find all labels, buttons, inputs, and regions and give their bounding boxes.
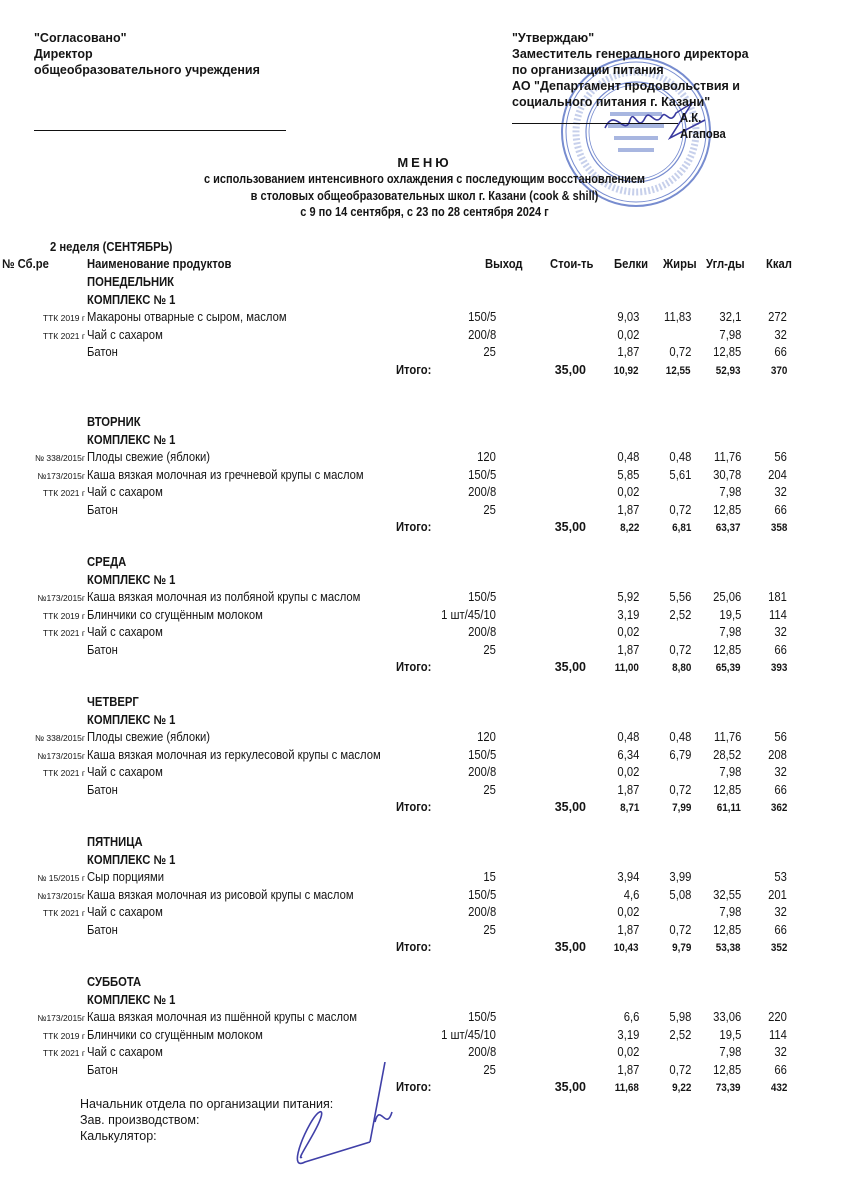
day-heading-row (0, 695, 849, 712)
total-cost: 35,00 (554, 520, 586, 534)
dish-fats: 5,98 (669, 1010, 691, 1024)
day-name: ПОНЕДЕЛЬНИК (87, 275, 175, 289)
recipe-code: ТТК 2021 г (42, 1048, 85, 1058)
dish-carbs: 12,85 (712, 782, 741, 797)
total-fats: 8,80 (671, 662, 691, 674)
dish-carbs: 7,98 (719, 485, 741, 499)
dish-output: 25 (483, 782, 496, 797)
total-carbs: 52,93 (716, 364, 741, 377)
recipe-code: ТТК 2021 г (42, 628, 85, 638)
day-heading-row (0, 975, 849, 992)
dish-name: Чай с сахаром (87, 625, 163, 639)
dish-output: 200/8 (467, 1045, 496, 1059)
dish-name: Каша вязкая молочная из рисовой крупы с маслом (87, 887, 354, 902)
table-row (0, 485, 849, 502)
approval-agreed-block (34, 30, 260, 78)
dish-name: Чай с сахаром (87, 1045, 163, 1059)
day-name: ВТОРНИК (87, 415, 141, 429)
column-header-name: Наименование продуктов (87, 257, 232, 271)
dish-proteins: 5,92 (617, 590, 639, 604)
dish-output: 120 (477, 730, 496, 744)
footer-signatories (80, 1096, 333, 1144)
total-kcal: 370 (770, 364, 787, 377)
recipe-code: №173/2015г (37, 593, 85, 603)
dish-proteins: 0,02 (617, 905, 639, 919)
dish-carbs: 7,98 (719, 327, 741, 342)
dish-kcal: 181 (768, 590, 787, 604)
approved-signer-name: А.К. Агапова (680, 111, 726, 141)
dish-name: Батон (87, 782, 118, 797)
total-fats: 12,55 (666, 364, 691, 377)
total-fats: 6,81 (671, 522, 691, 534)
approved-position: Заместитель генерального директора (512, 47, 749, 61)
dish-proteins: 6,6 (623, 1010, 639, 1024)
dish-output: 1 шт/45/10 (441, 1027, 496, 1042)
dish-name: Батон (87, 642, 118, 657)
total-row (0, 940, 849, 957)
dish-output: 150/5 (467, 467, 496, 482)
dish-name: Плоды свежие (яблоки) (87, 450, 211, 464)
approved-organization-2: социального питания г. Казани" (512, 95, 711, 109)
dish-carbs: 7,98 (719, 625, 741, 639)
dish-carbs: 7,98 (719, 765, 741, 779)
dish-output: 15 (483, 870, 496, 884)
dish-carbs: 12,85 (712, 922, 741, 937)
complex-heading-row (0, 293, 849, 310)
column-header-code: № Сб.ре (2, 257, 49, 271)
table-row (0, 1010, 849, 1027)
column-header-fats: Жиры (663, 257, 697, 271)
dish-proteins: 0,02 (617, 327, 639, 342)
column-header-output: Выход (485, 257, 523, 271)
recipe-code: №173/2015г (37, 470, 85, 481)
dish-kcal: 272 (768, 310, 787, 324)
total-carbs: 73,39 (716, 1082, 741, 1094)
dish-proteins: 1,87 (617, 502, 639, 517)
total-label: Итого: (395, 940, 431, 954)
dish-name: Каша вязкая молочная из полбяной крупы с маслом (87, 590, 361, 604)
complex-name: КОМПЛЕКС № 1 (87, 292, 176, 307)
footer-production-manager: Зав. производством: (80, 1113, 200, 1127)
dish-kcal: 32 (774, 1045, 787, 1059)
table-row (0, 328, 849, 345)
column-header-kcal: Ккал (766, 257, 792, 271)
recipe-code: № 338/2015г (34, 453, 85, 463)
column-header-cost: Стои-ть (550, 257, 594, 271)
dish-carbs: 12,85 (712, 502, 741, 517)
approval-approved-block (512, 30, 749, 141)
approved-label: "Утверждаю" (512, 31, 595, 45)
dish-name: Батон (87, 1062, 118, 1077)
dish-carbs: 30,78 (712, 467, 741, 482)
dish-proteins: 1,87 (617, 642, 639, 657)
dish-output: 150/5 (467, 590, 496, 604)
dish-output: 25 (483, 1062, 496, 1077)
agreed-signature-line (34, 130, 286, 131)
complex-name: КОМПЛЕКС № 1 (87, 852, 176, 867)
dish-output: 200/8 (467, 765, 496, 779)
table-row (0, 923, 849, 940)
table-row (0, 1028, 849, 1045)
footer-calculator: Калькулятор: (80, 1129, 157, 1143)
dish-name: Батон (87, 345, 118, 359)
agreed-position: Директор (34, 47, 93, 61)
day-heading-row (0, 415, 849, 432)
total-label: Итого: (395, 362, 431, 377)
complex-heading-row (0, 713, 849, 730)
dish-carbs: 7,98 (719, 905, 741, 919)
total-cost: 35,00 (554, 362, 586, 377)
dish-kcal: 56 (774, 450, 787, 464)
total-label: Итого: (395, 1080, 431, 1094)
table-row (0, 730, 849, 747)
dish-fats: 0,48 (669, 450, 691, 464)
dish-kcal: 32 (774, 765, 787, 779)
dish-proteins: 1,87 (617, 1062, 639, 1077)
total-proteins: 11,68 (614, 1082, 639, 1094)
dish-fats: 11,83 (663, 310, 691, 324)
dish-kcal: 208 (768, 747, 787, 762)
total-carbs: 65,39 (716, 662, 741, 674)
day-heading-row (0, 275, 849, 292)
day-name: ПЯТНИЦА (87, 835, 143, 849)
recipe-code: ТТК 2021 г (42, 768, 85, 778)
dish-name: Макароны отварные с сыром, маслом (87, 310, 287, 324)
dish-fats: 0,72 (669, 1062, 691, 1077)
dish-proteins: 3,94 (617, 870, 639, 884)
total-kcal: 393 (770, 662, 787, 674)
dish-name: Блинчики со сгущённым молоком (87, 1027, 263, 1042)
total-fats: 9,79 (671, 942, 691, 954)
dish-proteins: 9,03 (617, 310, 639, 324)
day-name: ЧЕТВЕРГ (87, 695, 139, 709)
dish-output: 25 (483, 345, 496, 359)
table-row (0, 590, 849, 607)
dish-proteins: 1,87 (617, 345, 639, 359)
total-kcal: 432 (770, 1082, 787, 1094)
dish-kcal: 204 (768, 467, 787, 482)
dish-name: Сыр порциями (87, 870, 165, 884)
recipe-code: ТТК 2021 г (42, 488, 85, 498)
dish-proteins: 0,48 (617, 730, 639, 744)
recipe-code: №173/2015г (37, 890, 85, 901)
approved-signature-line (512, 123, 678, 124)
document-date-range: с 9 по 14 сентября, с 23 по 28 сентября 2024 г (300, 205, 549, 219)
dish-fats: 5,08 (669, 887, 691, 902)
total-cost: 35,00 (554, 940, 586, 954)
agreed-label: "Согласовано" (34, 31, 127, 45)
recipe-code: ТТК 2019 г (42, 313, 85, 323)
dish-kcal: 32 (774, 905, 787, 919)
table-row (0, 450, 849, 467)
table-row (0, 748, 849, 765)
complex-name: КОМПЛЕКС № 1 (87, 572, 176, 587)
dish-output: 150/5 (467, 1010, 496, 1024)
dish-kcal: 66 (774, 922, 787, 937)
dish-kcal: 66 (774, 345, 787, 359)
dish-kcal: 66 (774, 502, 787, 517)
table-row (0, 643, 849, 660)
total-fats: 9,22 (671, 1082, 691, 1094)
dish-carbs: 28,52 (712, 747, 741, 762)
total-proteins: 10,92 (614, 364, 639, 377)
total-proteins: 11,00 (614, 662, 639, 674)
dish-kcal: 220 (768, 1010, 787, 1024)
dish-output: 120 (477, 450, 496, 464)
total-carbs: 61,11 (716, 802, 741, 814)
table-row (0, 1045, 849, 1062)
dish-fats: 0,72 (669, 922, 691, 937)
day-heading-row (0, 835, 849, 852)
table-row (0, 468, 849, 485)
dish-carbs: 19,5 (719, 1027, 741, 1042)
table-row (0, 870, 849, 887)
complex-name: КОМПЛЕКС № 1 (87, 992, 176, 1007)
dish-name: Чай с сахаром (87, 485, 163, 499)
recipe-code: ТТК 2019 г (42, 610, 85, 621)
dish-kcal: 114 (769, 1027, 787, 1042)
total-label: Итого: (395, 800, 431, 814)
document-subtitle-2: в столовых общеобразовательных школ г. Казани (cook & shill) (250, 189, 599, 203)
dish-proteins: 3,19 (617, 1027, 639, 1042)
dish-name: Каша вязкая молочная из геркулесовой крупы с маслом (87, 747, 381, 762)
dish-proteins: 0,02 (617, 765, 639, 779)
dish-carbs: 12,85 (712, 345, 741, 359)
column-header-carbs: Угл-ды (706, 257, 745, 271)
table-row (0, 765, 849, 782)
dish-output: 150/5 (467, 887, 496, 902)
complex-heading-row (0, 993, 849, 1010)
dish-output: 1 шт/45/10 (441, 607, 496, 622)
dish-name: Каша вязкая молочная из гречневой крупы с маслом (87, 467, 364, 482)
dish-carbs: 32,1 (719, 310, 741, 324)
dish-name: Чай с сахаром (87, 765, 163, 779)
dish-name: Батон (87, 922, 118, 937)
dish-fats: 2,52 (669, 1027, 691, 1042)
total-proteins: 10,43 (614, 942, 639, 954)
table-row (0, 888, 849, 905)
table-row (0, 345, 849, 362)
dish-fats: 0,72 (669, 782, 691, 797)
total-cost: 35,00 (554, 660, 586, 674)
dish-kcal: 201 (768, 887, 787, 902)
recipe-code: ТТК 2021 г (42, 908, 85, 918)
dish-carbs: 7,98 (719, 1045, 741, 1059)
dish-proteins: 1,87 (617, 922, 639, 937)
complex-name: КОМПЛЕКС № 1 (87, 432, 176, 447)
dish-name: Чай с сахаром (87, 327, 163, 342)
dish-output: 200/8 (467, 485, 496, 499)
dish-fats: 5,61 (669, 467, 691, 482)
dish-fats: 0,72 (669, 345, 691, 359)
dish-carbs: 11,76 (713, 450, 741, 464)
recipe-code: №173/2015г (37, 750, 85, 761)
total-proteins: 8,22 (619, 522, 639, 534)
dish-proteins: 0,48 (617, 450, 639, 464)
dish-kcal: 114 (769, 607, 787, 622)
complex-name: КОМПЛЕКС № 1 (87, 712, 176, 727)
footer-head-of-department: Начальник отдела по организации питания: (80, 1097, 334, 1111)
total-row (0, 800, 849, 817)
dish-carbs: 11,76 (713, 730, 741, 744)
approved-organization: АО "Департамент продовольствия и (512, 79, 740, 93)
total-kcal: 352 (770, 942, 787, 954)
dish-proteins: 4,6 (623, 887, 639, 902)
dish-output: 150/5 (467, 310, 496, 324)
dish-kcal: 53 (774, 870, 787, 884)
total-label: Итого: (395, 520, 431, 534)
dish-carbs: 19,5 (719, 607, 741, 622)
total-label: Итого: (395, 660, 431, 674)
table-row (0, 503, 849, 520)
total-cost: 35,00 (554, 1080, 586, 1094)
document-subtitle-1: с использованием интенсивного охлаждения с последующим восстановлением (203, 172, 646, 186)
document-title: МЕНЮ (397, 155, 452, 170)
dish-name: Плоды свежие (яблоки) (87, 730, 211, 744)
dish-carbs: 12,85 (712, 1062, 741, 1077)
dish-carbs: 32,55 (712, 887, 741, 902)
dish-kcal: 32 (774, 485, 787, 499)
column-header-proteins: Белки (614, 257, 649, 271)
total-kcal: 362 (770, 802, 787, 814)
complex-heading-row (0, 853, 849, 870)
dish-fats: 0,72 (669, 502, 691, 517)
total-row (0, 363, 849, 380)
complex-heading-row (0, 573, 849, 590)
recipe-code: № 15/2015 г (37, 873, 85, 883)
dish-kcal: 56 (774, 730, 787, 744)
dish-fats: 3,99 (669, 870, 691, 884)
dish-proteins: 0,02 (617, 1045, 639, 1059)
total-fats: 7,99 (671, 802, 691, 814)
day-name: СУББОТА (87, 975, 142, 989)
dish-proteins: 0,02 (617, 625, 639, 639)
dish-output: 25 (483, 642, 496, 657)
dish-proteins: 3,19 (617, 607, 639, 622)
dish-kcal: 66 (774, 642, 787, 657)
dish-kcal: 66 (774, 1062, 787, 1077)
dish-proteins: 1,87 (617, 782, 639, 797)
total-kcal: 358 (770, 522, 787, 534)
dish-name: Каша вязкая молочная из пшённой крупы с маслом (87, 1010, 358, 1024)
dish-fats: 5,56 (669, 590, 691, 604)
approved-position-2: по организации питания (512, 63, 664, 77)
dish-kcal: 32 (774, 327, 787, 342)
recipe-code: №173/2015г (37, 1013, 85, 1023)
table-row (0, 310, 849, 327)
day-heading-row (0, 555, 849, 572)
dish-output: 150/5 (467, 747, 496, 762)
dish-output: 25 (483, 502, 496, 517)
dish-proteins: 5,85 (617, 467, 639, 482)
dish-fats: 0,48 (669, 730, 691, 744)
table-row (0, 905, 849, 922)
total-carbs: 63,37 (716, 522, 741, 534)
dish-carbs: 12,85 (712, 642, 741, 657)
day-name: СРЕДА (87, 555, 127, 569)
total-cost: 35,00 (554, 800, 586, 814)
dish-output: 25 (483, 922, 496, 937)
complex-heading-row (0, 433, 849, 450)
agreed-organization: общеобразовательного учреждения (34, 63, 260, 77)
dish-kcal: 32 (774, 625, 787, 639)
dish-output: 200/8 (467, 327, 496, 342)
table-row (0, 625, 849, 642)
dish-proteins: 0,02 (617, 485, 639, 499)
total-proteins: 8,71 (619, 802, 639, 814)
dish-carbs: 33,06 (712, 1010, 741, 1024)
recipe-code: № 338/2015г (34, 733, 85, 743)
dish-name: Чай с сахаром (87, 905, 163, 919)
dish-fats: 0,72 (669, 642, 691, 657)
dish-fats: 2,52 (669, 607, 691, 622)
total-row (0, 520, 849, 537)
dish-name: Блинчики со сгущённым молоком (87, 607, 263, 622)
dish-kcal: 66 (774, 782, 787, 797)
dish-fats: 6,79 (669, 747, 691, 762)
dish-name: Батон (87, 502, 118, 517)
dish-carbs: 25,06 (712, 590, 741, 604)
dish-output: 200/8 (467, 905, 496, 919)
dish-output: 200/8 (467, 625, 496, 639)
dish-proteins: 6,34 (617, 747, 639, 762)
table-row (0, 608, 849, 625)
total-carbs: 53,38 (716, 942, 741, 954)
recipe-code: ТТК 2019 г (42, 1030, 85, 1041)
week-label: 2 неделя (СЕНТЯБРЬ) (50, 240, 173, 254)
total-row (0, 660, 849, 677)
table-row (0, 783, 849, 800)
recipe-code: ТТК 2021 г (42, 330, 85, 341)
